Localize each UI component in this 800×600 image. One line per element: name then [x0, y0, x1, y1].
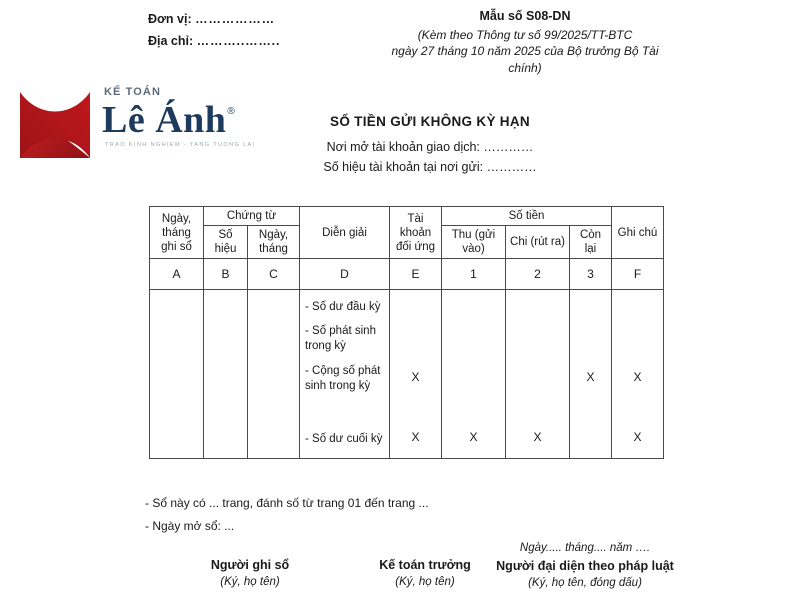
code-2: 2 [506, 259, 570, 290]
th-voucher-group: Chứng từ [204, 207, 300, 226]
unit-info-block [148, 8, 280, 52]
cell-note[interactable] [612, 290, 664, 459]
title-block [280, 112, 580, 177]
account-location-line: Nơi mở tài khoản giao dịch: ………… [326, 140, 534, 154]
le-anh-bowtie-mark-icon [16, 88, 94, 162]
th-description: Diễn giải [300, 207, 390, 259]
document-header [0, 0, 800, 90]
description-closing-balance: - Số dư cuối kỳ [305, 433, 383, 445]
table-body [150, 259, 664, 459]
address-dots: ………..…….. [196, 34, 281, 48]
address-label: Địa chỉ: [148, 34, 194, 48]
th-amount-balance: Còn lại [570, 226, 612, 259]
table-header-row-1 [150, 207, 664, 226]
code-1: 1 [442, 259, 506, 290]
unit-line [148, 8, 280, 30]
mark-amount-in-row4: X [469, 430, 478, 444]
ledger-table [149, 206, 664, 459]
code-3: 3 [570, 259, 612, 290]
note-page-count: - Sổ này có ... trang, đánh số từ trang 01 đến trang ... [145, 496, 429, 510]
cell-voucher-date[interactable] [248, 290, 300, 459]
cell-description[interactable] [300, 290, 390, 459]
mark-amount-out-row4: X [533, 430, 542, 444]
address-line [148, 30, 280, 52]
code-e: E [390, 259, 442, 290]
cell-amount-in[interactable] [442, 290, 506, 459]
code-f: F [612, 259, 664, 290]
mark-amount-balance-row3: X [586, 370, 595, 384]
th-date-recorded: Ngày, tháng ghi sổ [150, 207, 204, 259]
signature-date-line: Ngày..... tháng.... năm …. [519, 542, 651, 554]
logo-tagline: TRAO KINH NGHIEM - TANG TUONG LAI [105, 142, 256, 148]
logo-brand-line [102, 99, 272, 141]
mark-note-row3: X [633, 370, 642, 384]
code-d: D [300, 259, 390, 290]
unit-label: Đơn vị: [148, 12, 192, 26]
description-period-transactions: - Số phát sinh trong kỳ [305, 325, 376, 352]
mark-note-row4: X [633, 430, 642, 444]
logo-wordmark [102, 86, 272, 149]
mark-contra-account-row3: X [411, 370, 420, 384]
note-open-date: - Ngày mở sổ: ... [145, 519, 235, 533]
signature-block [150, 540, 690, 600]
table-head [150, 207, 664, 259]
th-voucher-date: Ngày, tháng [248, 226, 300, 259]
form-code: Mẫu số S08-DN [479, 9, 571, 23]
cell-amount-out[interactable] [506, 290, 570, 459]
th-amount-out: Chi (rút ra) [506, 226, 570, 259]
signature-recorder-role: Người ghi sổ [210, 558, 290, 572]
th-amount-group: Số tiền [442, 207, 612, 226]
signature-legal-representative-role: Người đại diện theo pháp luật [496, 559, 674, 573]
unit-dots: ……………… [195, 12, 275, 26]
account-number-line: Số hiệu tài khoản tại nơi gửi: ………… [323, 160, 537, 174]
company-logo [16, 86, 266, 172]
column-code-row [150, 259, 664, 290]
signature-legal-representative-hint: (Ký, họ tên, đóng dấu) [528, 577, 642, 589]
mark-contra-account-row4: X [411, 430, 420, 444]
cell-voucher-number[interactable] [204, 290, 248, 459]
signature-chief-accountant-hint: (Ký, họ tên) [395, 576, 455, 588]
signature-legal-representative [470, 540, 700, 592]
description-total-period-transactions: - Cộng số phát sinh trong kỳ [305, 365, 381, 392]
form-reference-line-3: chính) [508, 60, 542, 75]
form-reference-line-1: (Kèm theo Thông tư số 99/2025/TT-BTC [417, 27, 633, 42]
page-title: SỔ TIỀN GỬI KHÔNG KỲ HẠN [330, 114, 530, 129]
logo-brand: Lê Ánh [102, 99, 227, 141]
th-amount-in: Thu (gửi vào) [442, 226, 506, 259]
signature-recorder-hint: (Ký, họ tên) [220, 576, 280, 588]
signature-chief-accountant-role: Kế toán trưởng [379, 558, 471, 572]
code-a: A [150, 259, 204, 290]
description-opening-balance: - Số dư đầu kỳ [305, 301, 381, 313]
signature-recorder [170, 556, 330, 591]
footer-notes [145, 492, 429, 538]
registered-trademark-icon: ® [227, 105, 235, 117]
cell-amount-balance[interactable] [570, 290, 612, 459]
cell-date-recorded[interactable] [150, 290, 204, 459]
table-row [150, 290, 664, 459]
description-list [303, 292, 386, 456]
code-b: B [204, 259, 248, 290]
form-reference-line-2: ngày 27 tháng 10 năm 2025 của Bộ trưởng Bộ Tài [391, 44, 659, 58]
form-meta-block [370, 8, 680, 76]
cell-contra-account[interactable] [390, 290, 442, 459]
logo-top-text: KẾ TOÁN [104, 86, 162, 98]
th-contra-account: Tài khoản đối ứng [390, 207, 442, 259]
th-note: Ghi chú [612, 207, 664, 259]
th-voucher-number: Số hiệu [204, 226, 248, 259]
code-c: C [248, 259, 300, 290]
